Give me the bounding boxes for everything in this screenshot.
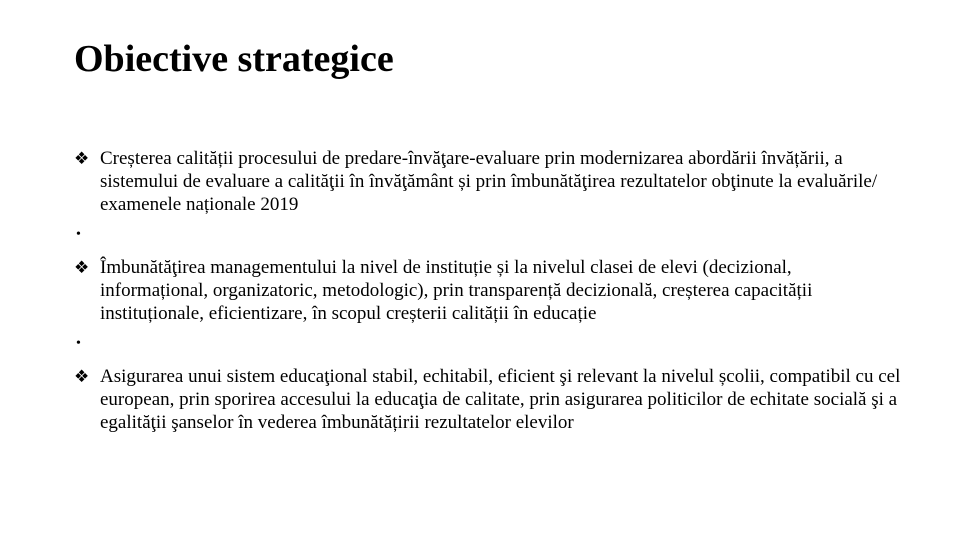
empty-bullet-2 — [74, 329, 904, 359]
small-bullet-icon: • — [76, 336, 81, 351]
small-bullet-icon: • — [76, 227, 81, 242]
empty-bullet-1 — [74, 220, 904, 250]
objective-item-3 — [74, 365, 904, 434]
objective-item-1 — [74, 147, 904, 216]
objective-text-3: Asigurarea unui sistem educaţional stabil, echitabil, eficient şi relevant la nivelul școlii, compatibil cu cel european, prin sporirea accesului la educaţia de calitate, prin asigurarea politicilor de echitate socială şi a egalităţii şanselor în vederea îmbunătățirii rezultatelor elevilor — [100, 366, 901, 433]
objective-text-1: Creșterea calității procesului de predare-învăţare-evaluare prin modernizarea abordării învățării, a sistemului de evaluare a calităţii în învăţământ și prin îmbunătăţirea rezultatelor obţinute la evaluările/ examenele naționale 2019 — [100, 148, 878, 215]
diamond-cluster-icon: ❖ — [74, 149, 90, 168]
objectives-list — [74, 147, 904, 434]
objective-text-2: Îmbunătăţirea managementului la nivel de instituție și la nivelul clasei de elevi (decizional, informațional, organizatoric, metodologic), prin transparență decizională, creșterea capacității instituționale, eficientizare, în scopul creșterii calității în educație — [100, 257, 813, 324]
diamond-cluster-icon: ❖ — [74, 258, 90, 277]
diamond-cluster-icon: ❖ — [74, 367, 90, 386]
slide-title: Obiective strategice — [74, 38, 394, 80]
objective-item-2 — [74, 256, 904, 325]
